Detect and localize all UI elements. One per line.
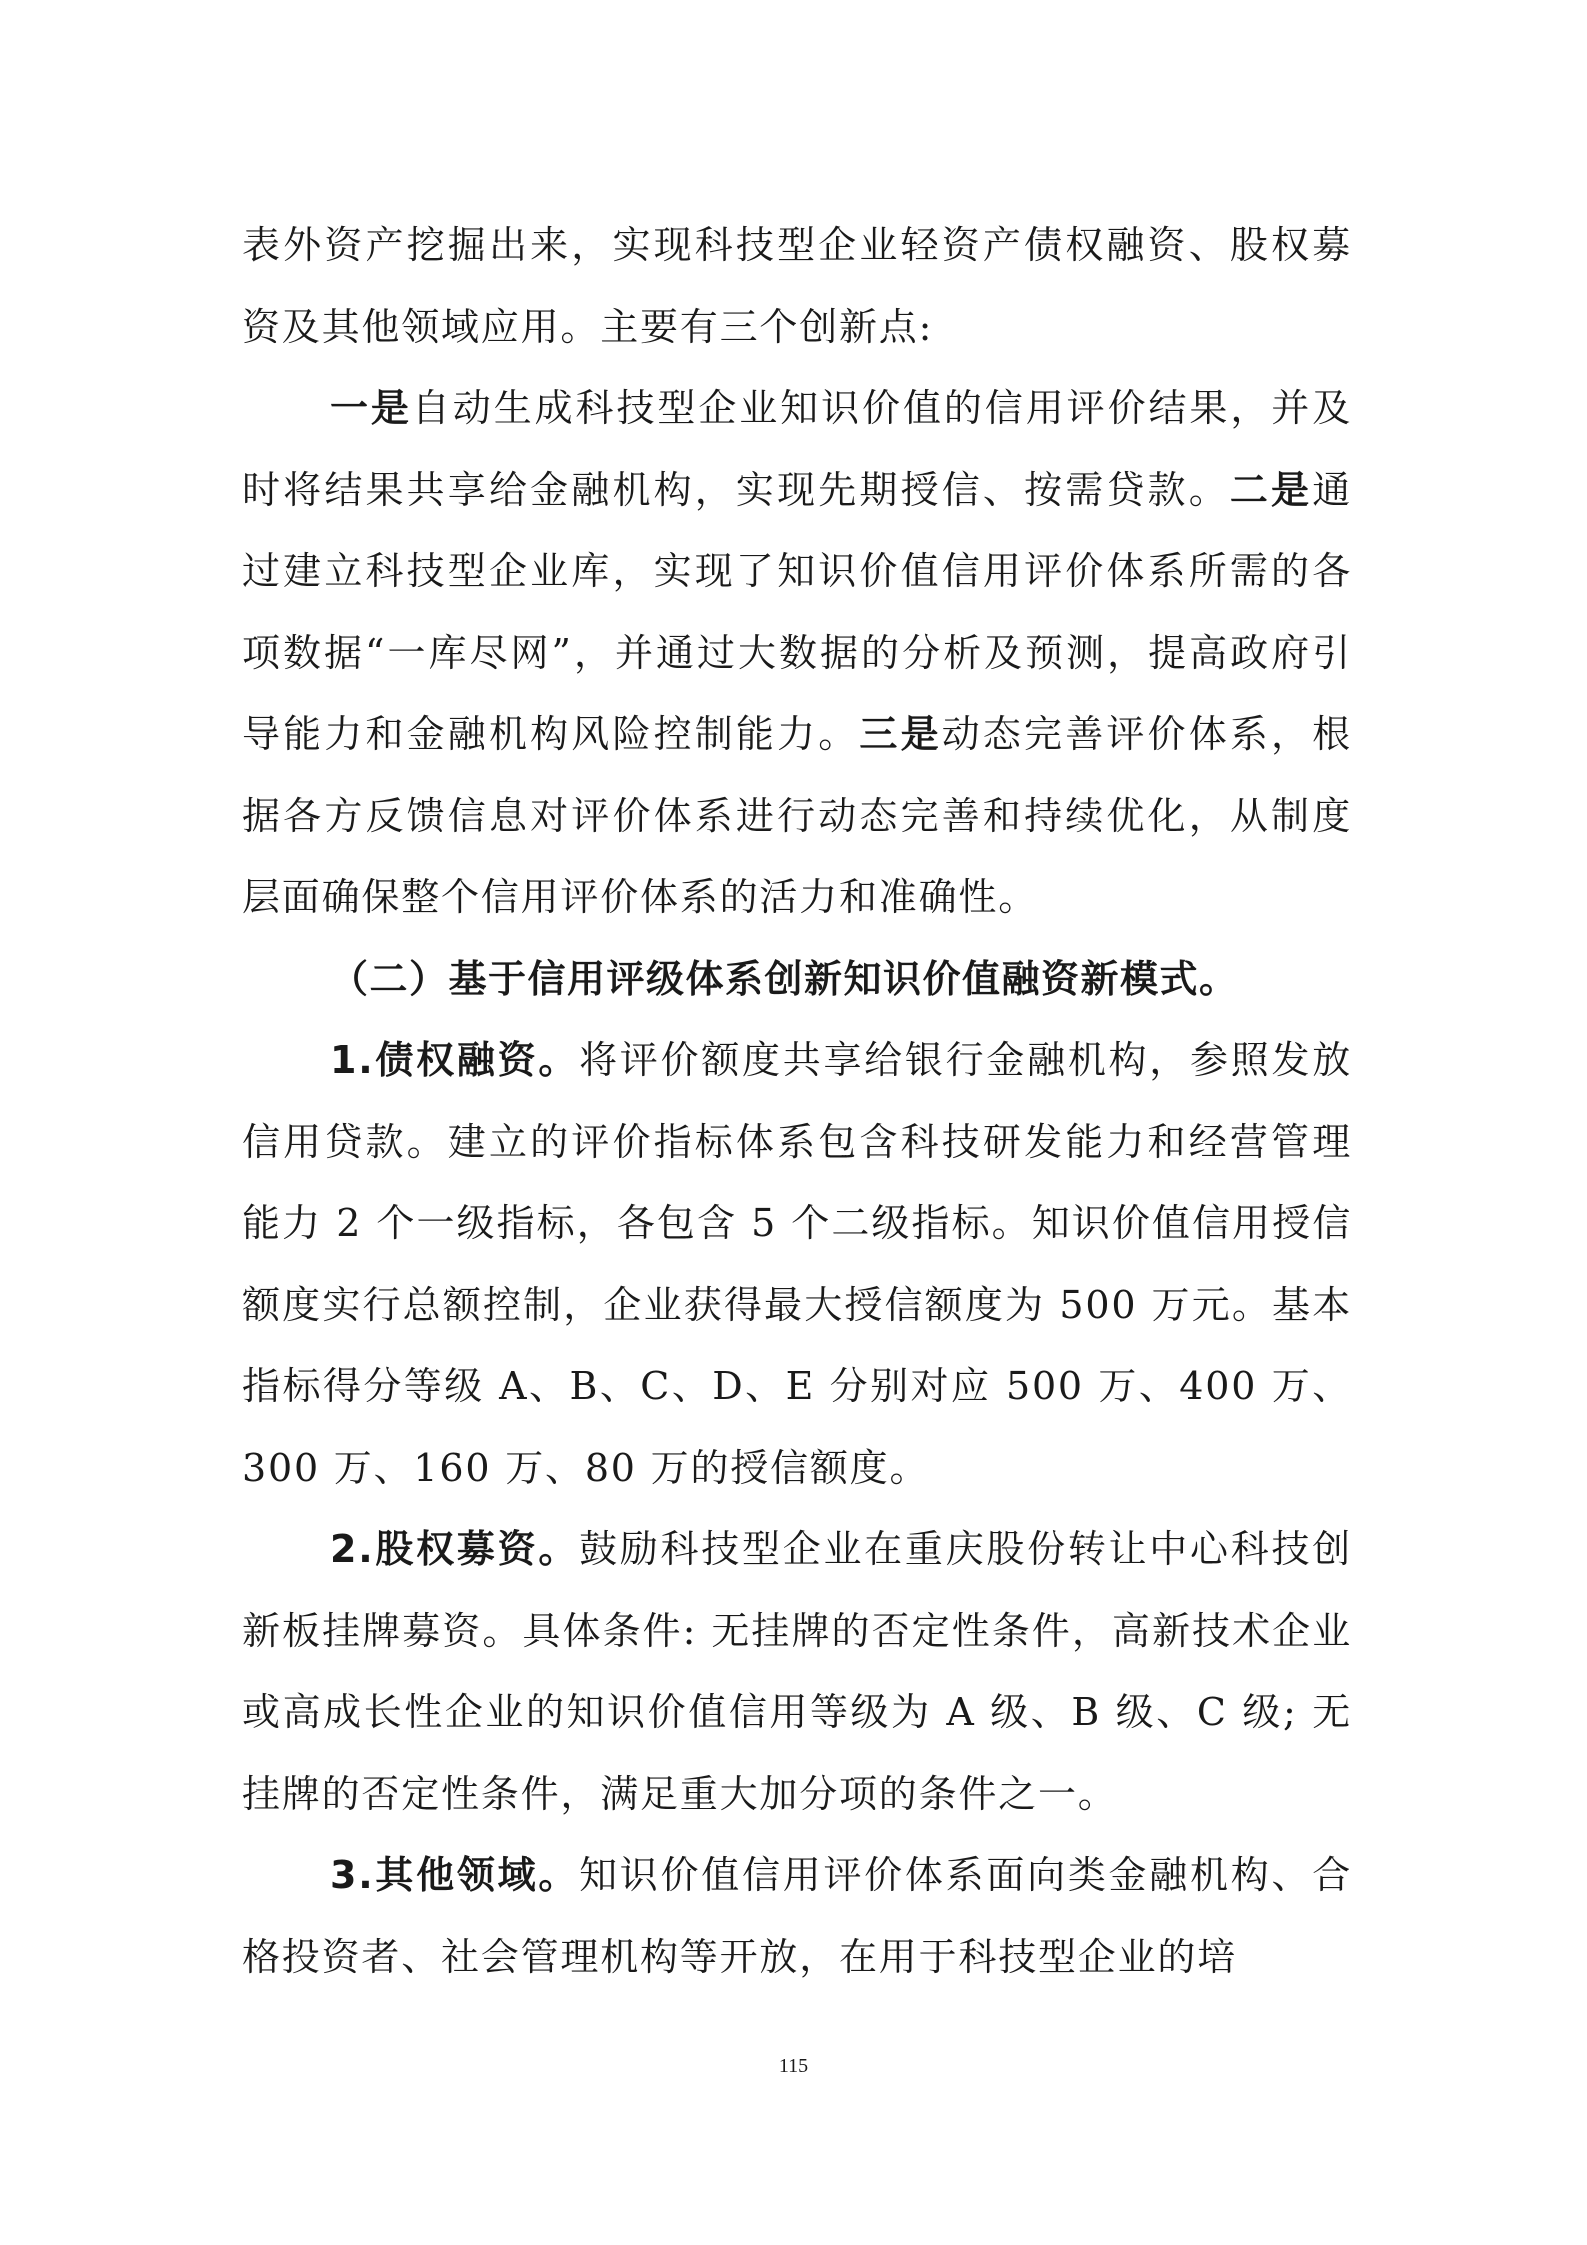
innovation-2-lead: 二是 <box>1229 467 1313 512</box>
body-text <box>242 205 1352 1998</box>
section-heading: （二）基于信用评级体系创新知识价值融资新模式。 <box>330 956 1239 1001</box>
paragraph-intro-text: 表外资产挖掘出来，实现科技型企业轻资产债权融资、股权募资及其他领域应用。主要有三个创新点: <box>242 223 1352 349</box>
paragraph-intro <box>242 205 1352 368</box>
item-debt-financing <box>242 1020 1352 1509</box>
item-equity-raising-lead: 2.股权募资。 <box>330 1527 580 1571</box>
item-other-fields <box>242 1835 1352 1998</box>
innovation-1-text: 自动生成科技型企业知识价值的信用评价结果，并及时将结果共享给金融机构，实现先期授信、按需贷款。 <box>242 386 1352 512</box>
item-other-fields-text: 知识价值信用评价体系面向类金融机构、合格投资者、社会管理机构等开放，在用于科技型企业的培 <box>242 1853 1352 1979</box>
innovation-2-text: 通过建立科技型企业库，实现了知识价值信用评价体系所需的各项数据“一库尽网”，并通过大数据的分析及预测，提高政府引导能力和金融机构风险控制能力。 <box>242 467 1352 756</box>
innovation-1-lead: 一是 <box>330 386 412 430</box>
innovation-3-lead: 三是 <box>859 712 942 756</box>
item-debt-financing-lead: 1.债权融资。 <box>330 1038 580 1082</box>
item-other-fields-lead: 3.其他领域。 <box>330 1853 580 1897</box>
item-equity-raising <box>242 1509 1352 1835</box>
item-equity-raising-text: 鼓励科技型企业在重庆股份转让中心科技创新板挂牌募资。具体条件: 无挂牌的否定性条件，高新技术企业或高成长性企业的知识价值信用等级为 A 级、B 级、C 级; 无挂牌的否定性条件，满足重大加分项的条件之一。 <box>242 1527 1352 1816</box>
item-debt-financing-text: 将评价额度共享给银行金融机构，参照发放信用贷款。建立的评价指标体系包含科技研发能力和经营管理能力 2 个一级指标，各包含 5 个二级指标。知识价值信用授信额度实行总额控制，企业获得最大授信额度为 500 万元。基本指标得分等级 A、B、C、D、E 分别对应 500 万、400 万、300 万、160 万、80 万的授信额度。 <box>242 1038 1352 1490</box>
innovation-3-text: 动态完善评价体系，根据各方反馈信息对评价体系进行动态完善和持续优化，从制度层面确保整个信用评价体系的活力和准确性。 <box>242 712 1352 919</box>
paragraph-innovations <box>242 368 1352 939</box>
page-number: 115 <box>778 2055 809 2077</box>
